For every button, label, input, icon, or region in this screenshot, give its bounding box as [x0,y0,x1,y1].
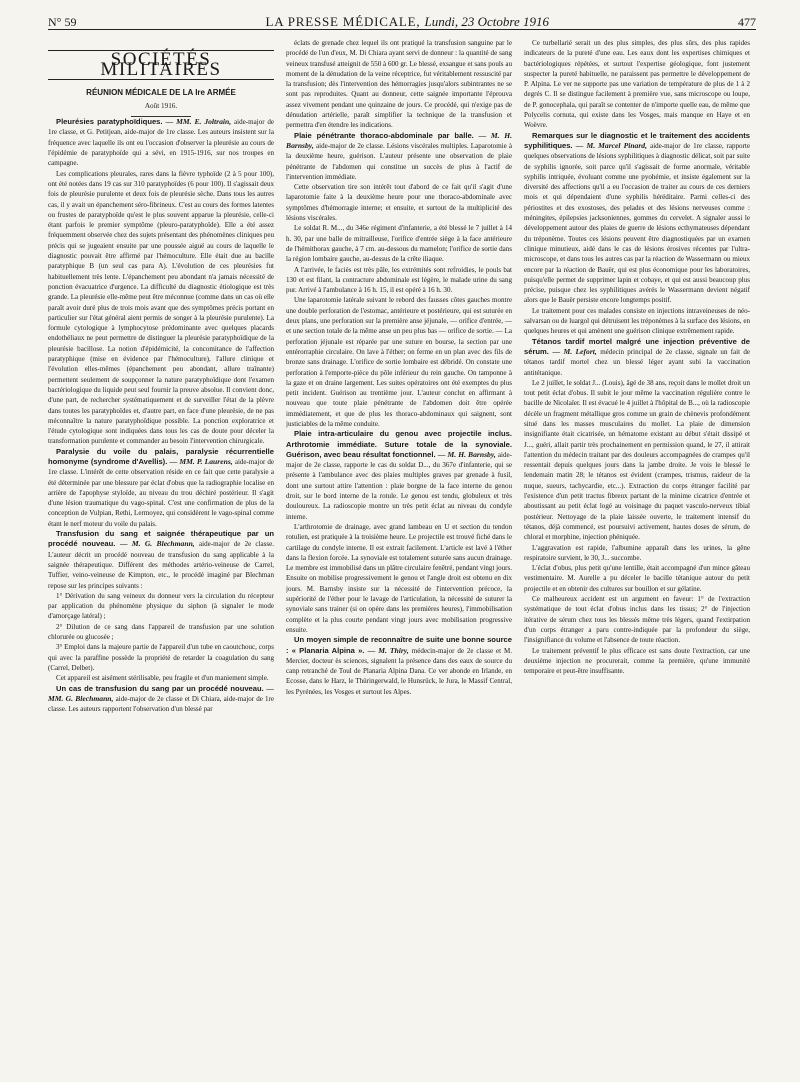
article-title: Plaie pénétrante thoraco-abdominale par balle. [294,130,479,140]
paragraph: Une laparotomie latérale suivant le rebord des fausses côtes gauches montre une double perforation de l'estomac, antérieure et postérieure, qui est suturée en deux plans, une perforation sur la première anse jéjunale, — orifice d'entrée, — et une section totale de la même anse un peu plus bas — orifice de sortie. — La perforation jéjunale est réparée par une suture en bourse, la section par une entérorraphie circulaire. On lave à l'éther; on ferme en un plan avec des fils de bronze sans drainage. L'orifice de sortie lombaire est débridé. On constate une perforation à l'emporte-pièce du pôle inférieur du rein gauche. On tamponne à la gaze et on draine largement. Les suites opératoires ont été exemptes du plus petit incident. Guérison au trentième jour. L'auteur conclut en affirmant à nouveau que toute plaie pénétrante de l'abdomen doit être opérée immédiatement, et que de plus les thoraco-abdominaux qui saignent, sont justiciables de la même conduite. [286,296,512,428]
article-lead: médecin-major de 2e classe et M. Mercier, docteur ès sciences, signalent la présence dans des eaux de source du canp retranché de Toul de Planaria Alpina Dana. Ce ver abonde en Irlande, en Ecosse, dans le Harz, le Thüringerwald, le Hunsrück, le Jura, le Massif Central, les Pyrénées, les Vosges et surtout les Alpes. [286,646,512,696]
article-heading [48,117,274,168]
paragraph: Ce malheureux accident est un argument en faveur: 1° de l'extraction systématique de tout éclat d'obus inclus dans les tissus; 2° de l'injection itérative de sérum chez tous les blessés même très légers, quand l'extirpation d'un corps étranger a paru contre-indiquée par la profondeur du siège, l'insignifiance du volume et l'absence de toute réaction. [524,595,750,645]
section-title: SOCIÉTÉS MILITAIRES [48,50,274,80]
running-head [48,0,756,30]
column-2 [286,38,512,1068]
article-lead: aide-major de 2e classe et Di Chiara, aide-major de 1re classe. Les auteurs rapportent l'observation d'un blessé par [48,694,274,714]
issue-date: Lundi, 23 Octobre 1916 [424,14,549,29]
article-heading [524,131,750,306]
column-3-articles [524,38,750,676]
paragraph: Le traitement pour ces malades consiste en injections intraveineuses de néo-salvarsan ou de luargol qui détruisent les tréponèmes à la surface des lésions, en quelques heures et qui amènent une guérison clinique extrêmement rapide. [524,306,750,336]
journal-title [265,14,549,30]
article-title: Un moyen simple de reconnaître de suite une bonne source : « Planaria Alpina ». [286,635,512,655]
article-authors: — MM. G. Blechmann, [48,683,274,703]
article-heading [286,131,512,182]
article-authors: — M. H. Barnsby, [286,130,512,150]
article-title: Transfusion du sang et saignée thérapeutique par un procédé nouveau. [48,529,274,549]
article-lead: aide-major de 2e classe. L'auteur décrit un procédé nouveau de transfusion du sang applicable à la saignée thérapeutique. Différent des méthodes artério-veineuse de Carrel, Tuffier, veino-veineuse de Kimpton, etc., le procédé imaginé par Blechman repose sur les principes suivants : [48,540,274,590]
meeting-date: Août 1916. [144,101,178,110]
article-authors: — MM. E. Joltrain, [165,117,235,127]
article-heading [48,529,274,591]
article-authors: — M. G. Blechmann, [119,539,200,549]
paragraph: L'éclat d'obus, plus petit qu'une lentille, était accompagné d'un mince gâteau vestimentaire. M. Aurelle a pu déceler le bacille tétanique autour du petit projectile et en obtenir des cultures sur bouillon et sur gélatine. [524,564,750,593]
paragraph: Les complications pleurales, rares dans la fièvre typhoïde (2 à 5 pour 100), ont été notées dans 19 cas sur 310 paratyphoïdes (6 pour 100). Il s'agissait deux fois de pleurésie purulente et deux fois de pleurésie sèche. Dans tous les autres cas, il y avait un épanchement séro-fibrineux. C'est au cours des formes latentes ou frustes de paratyphoïde qu'est le plus souvent apparue la pleurésie, celle-ci étant parfois le premier symptôme (pleuro-paratyphoïde). Elle a été assez fréquemment observée chez des sujets présentant des phénomènes cliniques peu précis qui se jugeaient ensuite par une poussée aiguë au cours de laquelle le diagnostic pouvait être affirmé par l'hémoculture. Elle était due au bacille paratyphique B (un seul cas para A). L'évolution de ces pleurésies fut habituellement très lente. L'épanchement peu abondant n'a jamais nécessité de ponction évacuatrice d'urgence. La difficulté du diagnostic étiologique est très grande. La pleurésie elle-même peut être méconnue (comme dans un cas où elle paraît avoir duré plus de trois mois avant que des symptômes précis portant en particulier sur l'état général aient permis de songer à la pleurésie purulente). La formule cytologique à lymphocytose prédominante avec quelques placards endothéliaux ne peut permettre de distinguer la pleurésie paratyphoïdique de la pleurésie bacillose. La notion d'épidémicité, la concomitance de l'affection paratyphique (mise en évidence par l'hémoculture), l'allure clinique et l'évolution elles-mêmes (épanchement peu abondant, allure traînante) permettent seulement de soupçonner la nature paratyphoïdique dont l'examen bactériologique du liquide peut seul fournir la preuve absolue. Il convient donc, d'une part, de rechercher systématiquement et de surveiller l'état de la plèvre dans toutes les paratyphoïdes et, d'autre part, en face d'une pleurésie, de ne pas méconnaître la nature paratyphoïdique possible. La ponction exploratrice et l'étude cytologique sont indiquées dans tous les cas de doute pour déceler la transformation purulente et commander au besoin l'intervention chirurgicale. [48,169,274,446]
article-lead: aide-major de 2e classe. Lésions viscérales multiples. Laparotomie à la deuxième heure, guérison. L'auteur présente une observation de plaie pénétrante de l'abdomen qui constitue un succès de plus à l'actif de l'intervention immédiate. [286,141,512,181]
column-3 [524,38,750,1068]
article-lead: aide-major de 1re classe, rapporte quelques observations de lésions syphilitiques à diagnostic délicat, soit par suite de syphilis ignorée, soit parce qu'il s'agissait de forme anormale, véritable syphilis intriquée, évoluant comme une pyohémie, et insiste également sur la diversité des affections qu'il a eu l'occasion de traiter au cours de ces derniers mois et qui dépendaient d'une syphilis héréditaire. Parmi celles-ci des périostites et des exostoses, des pelades et des lésions nerveuses comme : méningites, épilepsies jacksoniennes, gommes du cervelet. A signaler aussi le développement autour des plaies de guerre de lésions ecthymateuses dépendant du tréponème. Toutes ces lésions peuvent être diagnostiquées par un examen clinique minutieux, aidé dans le cas de lésions érosives récentes par l'ultra-microscope, et dans tous les autres cas par la réaction de Wassermann ou mieux encore par la réaction de Bauër, qui est plus économique pour les laboratoires, puisqu'elle permet de supprimer lapin et cobaye, et qui est aussi beaucoup plus précise, puisque chez les syphilitiques avérés le Wassermann devient négatif alors que le Bauër persiste encore longtemps positif. [524,141,750,305]
paragraph: 1° Dérivation du sang veineux du donneur vers la circulation du récepteur par application du phénomène physique du siphon (à signaler le mode d'amorçage latéral) ; [48,591,274,621]
article-title: Plaie intra-articulaire du genou avec projectile inclus. Arthrotomie immédiate. Suture totale de la synoviale. Guérison, avec beau résultat fonctionnel. [286,429,512,459]
article-title: Paralysie du voile du palais, paralysie récurrentielle homonyme (syndrome d'Avellis). [48,446,274,466]
article-authors: — M. Lefort, [552,346,601,356]
article-authors: — MM. P. Laurens, [169,456,235,466]
article-lead: aide-major de 2e classe, rapporte le cas du soldat D..., du 367e d'infanterie, qui se présente à l'ambulance avec des plaies multiples graves par grenade à fusil, dont une surtout attire l'attention : plaie borgne de la face interne du genou droit, sur le bord interne de la rotule. Le genou est tendu, globuleux et très douloureux. La radioscopie montre un très petit éclat au niveau du condyle interne. [286,450,512,521]
article-lead: aide-major de 1re classe. L'intérêt de cette observation réside en ce fait que cette paralysie a été déterminée par une blessure par éclat d'obus que la radiographie localise en arrière de l'apophyse styloïde, au niveau du trou déchiré postérieur. Il s'agit d'une lésion traumatique du vago-spinal. C'est une confirmation de plus de la conception de Vulpian, Rethi, Lermoyez, qui considèrent le vago-spinal comme étant le nerf moteur du voile du palais. [48,457,274,528]
paragraph: Le soldat R. M..., du 346e régiment d'infanterie, a été blessé le 7 juillet à 14 h. 30, par une balle de mitrailleuse, l'orifice d'entrée siège à la face antérieure de l'hémithorax gauche, à 7 cm. au-dessous du mamelon; l'orifice de sortie dans la région lombaire gauche, au-dessus de la crête iliaque. [286,224,512,264]
paragraph: 2° Dilution de ce sang dans l'appareil de transfusion par une solution chlorurée ou glucosée ; [48,622,274,642]
article-title: Un cas de transfusion du sang par un procédé nouveau. [56,683,267,693]
article-heading [286,635,512,697]
article-authors: — M. H. Barnsby, [437,449,498,459]
text-columns [48,38,756,1068]
paragraph: Ce turbellarié serait un des plus simples, des plus sûrs, des plus rapides indicateurs de la pureté d'une eau. Les eaux dont les expertises chimiques et bactériologiques répétées, et surtout l'expertise géologique, font justement suspecter la pureté habituelle, ne paraissent pas permettre le développement de P. Alpina. Le ver ne supporte pas une variation de température de plus de 1 à 2 degrés C. Il se distingue facilement à première vue, sans microscope ou loupe, de P. gonocephala, qui paraît se contenter de n'importe quelle eau, de même que Polycelis cornuta, qui existe dans les Vosges, mais manque en Haye et en Woëvre. [524,39,750,130]
paragraph: 3° Emploi dans la majeure partie de l'appareil d'un tube en caoutchouc, corps qui avec la paraffine possède la propriété de retarder la coagulation du sang (Carrel, Delbet). [48,643,274,672]
column-1 [48,38,274,1068]
article-heading [286,429,512,522]
meeting-title: RÉUNION MÉDICALE DE LA Ire ARMÉE [86,87,236,97]
article-lead: médecin principal de 2e classe, signale un fait de tétanos tardif mortel chez un blessé léger ayant subi la vaccination antitétanique. [524,347,750,377]
page-number-left: N° 59 [48,15,77,29]
article-heading [524,337,750,378]
column-1-articles [48,117,274,714]
article-title: Pleurésies paratyphoïdiques. [56,117,166,127]
paragraph: L'aggravation est rapide, l'albumine apparaît dans les urines, la gêne respiratoire survient, le 30, J... succombe. [524,543,750,562]
article-heading [48,684,274,715]
column-2-articles [286,38,512,697]
article-title: Tétanos tardif mortel malgré une injection préventive de sérum. [524,336,750,356]
paragraph: Le traitement préventif le plus efficace est sans doute l'extraction, car une deuxième injection ne procurerait, comme la première, qu'une immunité temporaire et peut-être insuffisante. [524,646,750,676]
journal-name: LA PRESSE MÉDICALE, [265,14,421,29]
article-lead: aide-major de 1re classe, et G. Petitjean, aide-major de 1re classe. Les auteurs insistent sur la fréquence avec laquelle ils ont eu l'occasion d'observer la pleurésie au cours de l'épidémie de paratyphoïde qui a sévi, en 1915-1916, sur nos troupes en campagne. [48,118,274,168]
article-authors: — M. Marcel Pinard, [575,140,651,150]
paragraph: Cette observation tire son intérêt tout d'abord de ce fait qu'il s'agit d'une laparotomie faite à la deuxième heure pour une thoraco-abdominale avec symptômes d'hémorragie interne; et ensuite, et surtout de la multiplicité des lésions viscérales. [286,183,512,223]
article-authors: — M. Thiry, [367,645,412,655]
article-heading [48,447,274,529]
paragraph: Cet appareil est aisément stérilisable, peu fragile et d'un maniement simple. [56,674,269,683]
paragraph: Le 2 juillet, le soldat J... (Louis), âgé de 38 ans, reçoit dans le mollet droit un tout petit éclat d'obus. Il subit le jour même la vaccination régulière contre le bacille de Nicolaïer. Il est évacué le 4 juillet à l'hôpital de B..., où la radioscopie décèle un fragment métallique gros comme un grain de chènevis profondément situé dans les masses musculaires du mollet. La plaie de dimension insignifiante était cicatrisée, un hématome existant au début s'était dissipé et J..., guéri, allait partir très prochainement en permission quand, le 27, il attirait l'attention du médecin traitant par des douleurs accompagnées de crampes qu'il ressentait depuis quelques jours dans la jambe droite. Je vois le blessé le lendemain matin 28; le tétanos est évident (crampes, trismus, raideur de la nuque, sueurs, tachycardie, etc...). Extraction du corps étranger facilité par l'existence d'un petit tractus fibreux partant de la minime cicatrice d'entrée et aboutissant au petit éclat logé au voisinage du paquet vasculo-nerveux tibial postérieur. Nettoyage de la plaie laissée ouverte, le traitement intensif du tétanos, déjà commencé, est poursuivi activement, hautes doses de sérum, de chloral et morphine, injection phéniquée. [524,378,750,542]
paragraph: L'arthrotomie de drainage, avec grand lambeau en U et section du tendon rotulien, est pratiquée à la troisième heure. Le projectile est trouvé fiché dans le cartilage du condyle interne. Il est extrait facilement. L'article est lavé à l'éther dans la flexion forcée. La synoviale est totalement suturée sans aucun drainage. Le membre est immobilisé dans un plâtre circulaire fenêtré, pendant vingt jours. Ensuite on mobilise progressivement le genou et l'angle droit est obtenu en dix jours. M. Barnsby insiste sur la nécessité de l'intervention précoce, la supériorité de l'éther pour le lavage de l'articulation, la nécessité de suturer la synoviale sans trainer (si on opère dans les premières heures), l'immobilisation complète et la plus courte pendant vingt jours avec mobilisation progressive ensuite. [286,522,512,634]
page-number-right: 477 [738,15,756,29]
article-title: Remarques sur le diagnostic et le traitement des accidents syphilitiques. [524,130,750,150]
paragraph: éclats de grenade chez lequel ils ont pratiqué la transfusion sanguine par le procédé de l'un d'eux, M. Di Chiara ayant servi de donneur : la quantité de sang veineux transfusé atteignit de 550 à 600 gr. Le blessé, exsangue et sans pouls au moment de la dénudation de la veine réceptrice, fut véritablement ressuscité par la transfusion; dès l'intervention des hémorragies jusqu'alors subintrantes ne se sont pas reproduites. Quant au donneur, cette saignée importante l'éprouva assez vivement pendant une quinzaine de jours. Ce procédé, qui n'exige pas de dénudation artérielle, paraît simplifier la technique de la transfusion et permettra d'en étendre les indications. [286,39,512,130]
paragraph: A l'arrivée, le faciès est très pâle, les extrémités sont refroidies, le pouls bat 130 et est filant, la contracture abdominale est légère, le malade urine du sang pur. Arrivé à l'ambulance à 16 h. 15, il est opéré à 16 h. 30. [286,265,512,295]
